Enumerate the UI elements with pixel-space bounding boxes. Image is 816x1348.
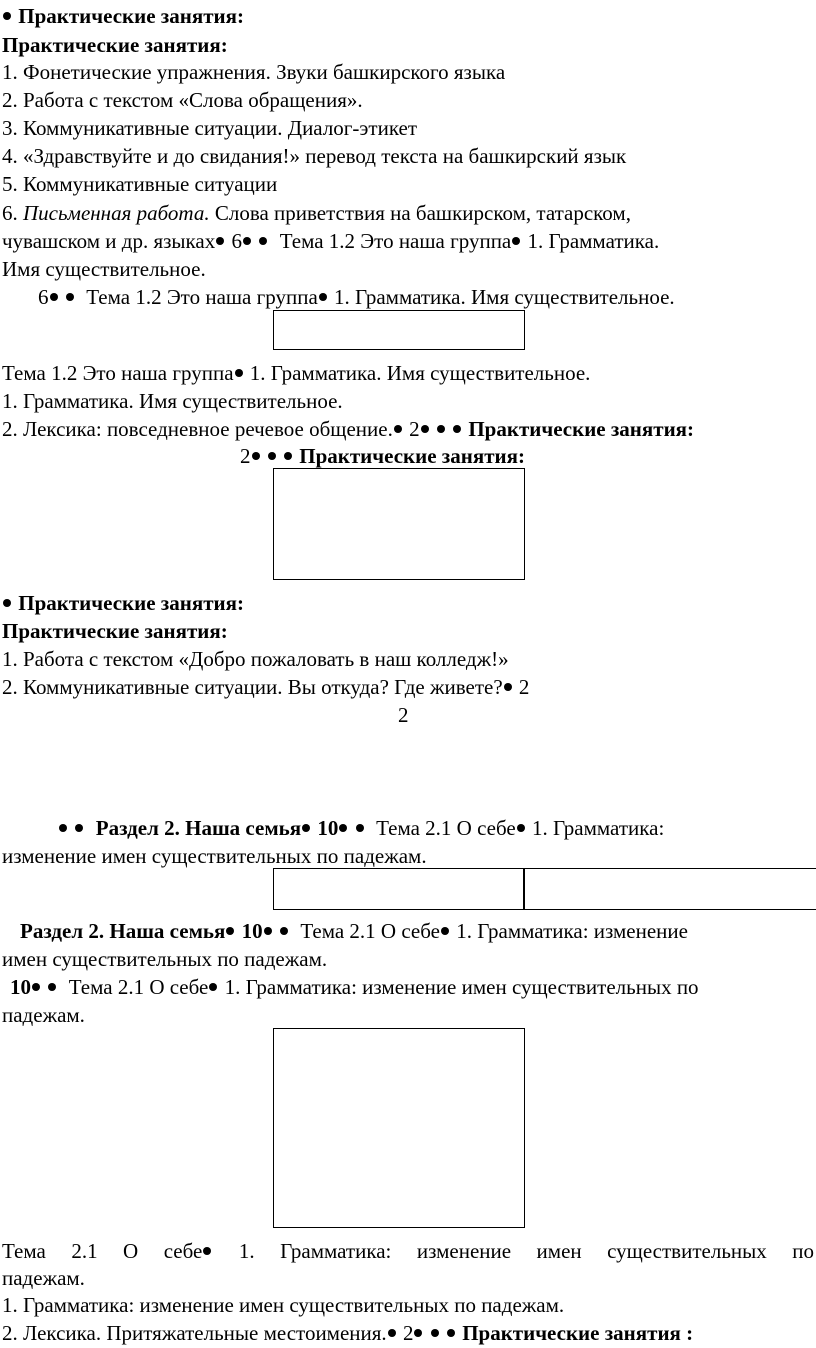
text-line: 6 Тема 1.2 Это наша группа 1. Грамматика. Имя существительное. <box>38 285 675 309</box>
bullet-icon <box>517 824 525 832</box>
text-line: 10 Тема 2.1 О себе 1. Грамматика: изменение имен существительных по <box>10 975 699 999</box>
bullet-icon <box>66 293 74 301</box>
text-line: имен существительных по падежам. <box>2 947 328 971</box>
bullet-icon <box>441 927 449 935</box>
bullet-icon <box>394 425 402 433</box>
text-line: Раздел 2. Наша семья 10 Тема 2.1 О себе 1. Грамматика: <box>58 815 664 841</box>
text-line: Тема 1.2 Это наша группа 1. Грамматика. Имя существительное. <box>2 361 591 385</box>
bullet-icon <box>302 824 310 832</box>
bullet-icon <box>284 452 292 460</box>
bullet-icon <box>3 599 11 607</box>
bullet-icon <box>32 983 40 991</box>
section-heading-2: Практические занятия: <box>2 619 228 643</box>
bullet-icon <box>216 237 224 245</box>
list-item: 1. Фонетические упражнения. Звуки башкирского языка <box>2 60 506 84</box>
bullet-icon <box>226 927 234 935</box>
bullet-icon <box>203 1247 211 1255</box>
bullet-icon <box>209 983 217 991</box>
bullet-icon <box>319 293 327 301</box>
bullet-icon <box>437 425 445 433</box>
bullet-icon <box>388 1329 396 1337</box>
text-line: Имя существительное. <box>2 257 206 281</box>
bullet-icon <box>414 1329 422 1337</box>
text-line: падежам. <box>2 1266 85 1290</box>
bullet-icon <box>3 12 11 20</box>
list-item: 2. Коммуникативные ситуации. Вы откуда? Где живете? 2 <box>2 675 530 699</box>
bullet-icon <box>259 237 267 245</box>
list-item: 5. Коммуникативные ситуации <box>2 172 278 196</box>
bullet-icon <box>431 1329 439 1337</box>
bullet-icon <box>421 425 429 433</box>
text-line: 2 Практические занятия: <box>240 444 525 468</box>
text-line: изменение имен существительных по падежам. <box>2 844 427 868</box>
bullet-icon <box>356 824 364 832</box>
section-heading: Практические занятия: <box>2 3 244 29</box>
bullet-icon <box>504 683 512 691</box>
bullet-icon <box>268 452 276 460</box>
bullet-icon <box>453 425 461 433</box>
table-cell <box>523 868 816 910</box>
bullet-icon <box>50 293 58 301</box>
text-line: Раздел 2. Наша семья 10 Тема 2.1 О себе 1. Грамматика: изменение <box>20 919 688 943</box>
bullet-icon <box>512 237 520 245</box>
text-line: 1. Грамматика: изменение имен существительных по падежам. <box>2 1293 565 1317</box>
list-item: 6. Письменная работа. Слова приветствия на башкирском, татарском, <box>2 201 631 225</box>
section-heading: Практические занятия: <box>2 590 244 616</box>
list-item: 2. Работа с текстом «Слова обращения». <box>2 88 363 112</box>
bullet-icon <box>59 824 67 832</box>
text-line: падежам. <box>2 1003 85 1027</box>
bullet-icon <box>235 369 243 377</box>
bullet-icon <box>75 824 83 832</box>
text-line: 2. Лексика. Притяжательные местоимения. 2 Практические занятия : <box>2 1321 694 1345</box>
text-line: 1. Грамматика. Имя существительное. <box>2 389 343 413</box>
empty-box <box>273 1028 525 1228</box>
bullet-icon <box>252 452 260 460</box>
page-number: 2 <box>398 703 409 727</box>
bullet-icon <box>447 1329 455 1337</box>
list-item: 3. Коммуникативные ситуации. Диалог-этикет <box>2 116 418 140</box>
empty-box <box>273 468 525 580</box>
text-line-justified: Тема 2.1 О себе 1. Грамматика: изменение имен существительных по <box>2 1239 814 1263</box>
bullet-icon <box>280 927 288 935</box>
bullet-icon <box>48 983 56 991</box>
list-item: 1. Работа с текстом «Добро пожаловать в наш колледж!» <box>2 647 509 671</box>
bullet-icon <box>264 927 272 935</box>
section-heading-2: Практические занятия: <box>2 33 228 57</box>
bullet-icon <box>243 237 251 245</box>
bullet-icon <box>339 824 347 832</box>
empty-box <box>273 310 525 350</box>
text-line: 2. Лексика: повседневное речевое общение. 2 Практические занятия: <box>2 417 695 441</box>
table-cell <box>273 868 525 910</box>
text-line: чувашском и др. языках 6 Тема 1.2 Это наша группа 1. Грамматика. <box>2 229 660 253</box>
list-item: 4. «Здравствуйте и до свидания!» перевод текста на башкирский язык <box>2 144 627 168</box>
